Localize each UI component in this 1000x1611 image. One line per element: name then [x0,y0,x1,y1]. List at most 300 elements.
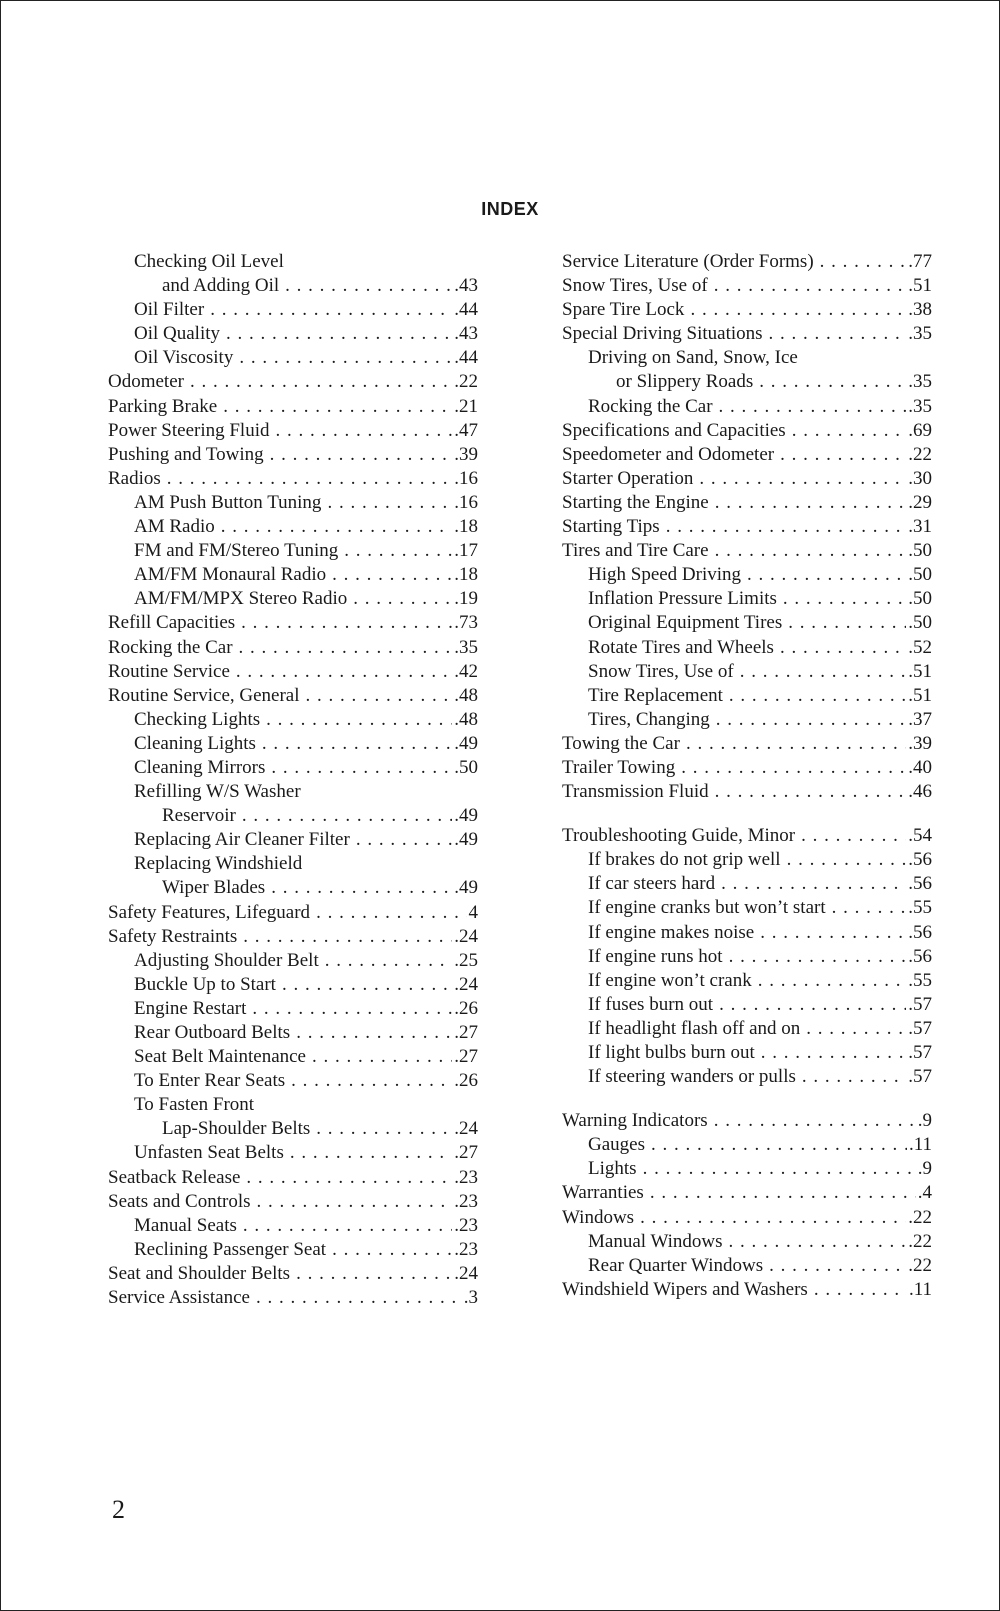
index-entry [108,949,478,973]
entry-page-number: .26 [454,1070,478,1092]
dot-leader [316,901,466,925]
entry-label: Snow Tires, Use of [588,660,734,682]
entry-label: or Slippery Roads [616,371,754,393]
entry-page-number: .48 [454,708,478,730]
dot-leader [306,684,453,708]
index-entry [562,1065,932,1089]
dot-leader [312,1045,452,1069]
index-entry [108,370,478,394]
dot-leader [223,395,452,419]
entry-label: Safety Features, Lifeguard [108,901,311,923]
dot-leader [686,732,906,756]
entry-page-number: .57 [908,1066,932,1088]
index-entry [108,467,478,491]
entry-label: AM/FM Monaural Radio [134,564,327,586]
entry-label: Rotate Tires and Wheels [588,636,774,658]
entry-label: Refill Capacities [108,612,236,634]
index-entry [108,1214,478,1238]
dot-leader [719,993,906,1017]
dot-leader [285,274,452,298]
entry-label: To Enter Rear Seats [134,1070,286,1092]
dot-leader [729,1230,907,1254]
dot-leader [760,921,906,945]
page-number: 2 [112,1495,125,1524]
entry-page-number: .35 [908,323,932,345]
entry-label: Power Steering Fluid [108,419,270,441]
entry-page-number: .44 [454,347,478,369]
dot-leader [325,949,453,973]
index-entry [562,824,932,848]
dot-leader [729,945,907,969]
entry-page-number: .44 [454,299,478,321]
index-entry [562,467,932,491]
dot-leader [257,1190,453,1214]
index-entry [108,298,478,322]
entry-page-number: .22 [908,1206,932,1228]
index-entry [108,828,478,852]
entry-label: Troubleshooting Guide, Minor [562,825,796,847]
entry-label: Lap-Shoulder Belts [162,1118,311,1140]
entry-label: Radios [108,467,161,489]
index-entry [562,921,932,945]
dot-leader [699,467,906,491]
entry-label: Seatback Release [108,1166,241,1188]
entry-label: Checking Oil Level [134,251,284,272]
entry-label: Manual Windows [588,1230,723,1252]
entry-page-number: .24 [454,925,478,947]
entry-label: Oil Filter [134,299,205,321]
index-entry [562,1230,932,1254]
index-entry [562,756,932,780]
dot-leader [353,587,452,611]
dot-leader [714,274,907,298]
entry-label: Rocking the Car [108,636,233,658]
entry-label: Adjusting Shoulder Belt [134,949,319,971]
index-entry [562,896,932,920]
entry-label: AM Push Button Tuning [134,491,322,513]
entry-label: If engine cranks but won’t start [588,897,826,919]
index-entry [562,1254,932,1278]
entry-page-number: .47 [454,419,478,441]
index-entry [108,901,478,925]
dot-leader [801,824,906,848]
entry-page-number: .39 [908,732,932,754]
entry-page-number: .23 [454,1238,478,1260]
entry-label: Manual Seats [134,1214,237,1236]
entry-page-number: .27 [454,1022,478,1043]
dot-leader [640,1206,906,1230]
dot-leader [239,346,452,370]
dot-leader [316,1117,452,1141]
entry-page-number: .51 [908,660,932,682]
index-entry [108,804,478,828]
entry-label: Speedometer and Odometer [562,443,775,465]
entry-page-number: .39 [454,443,478,465]
entry-label: Tires and Tire Care [562,540,709,562]
dot-leader [344,539,452,563]
index-entry [562,346,932,370]
entry-page-number: .38 [908,299,932,321]
entry-label: Seat Belt Maintenance [134,1046,306,1068]
dot-leader [270,443,453,467]
entry-label: If engine runs hot [588,945,723,967]
entry-page-number: .30 [908,467,932,489]
entry-label: Inflation Pressure Limits [588,588,777,610]
dot-leader [729,684,906,708]
entry-label: If light bulbs burn out [588,1042,755,1063]
dot-leader [792,419,907,443]
index-entry [562,636,932,660]
index-entry [562,515,932,539]
entry-page-number: .49 [454,829,478,851]
index-entry [562,274,932,298]
dot-leader [356,828,452,852]
entry-page-number: .57 [908,1042,932,1063]
index-entry [108,732,478,756]
entry-page-number: .43 [454,323,478,345]
dot-leader [167,467,452,491]
index-entry [108,1166,478,1190]
entry-label: Starting the Engine [562,491,709,513]
index-entry [562,872,932,896]
index-entry [562,1041,932,1065]
index-entry [108,660,478,684]
dot-leader [651,1133,907,1157]
index-entry [562,443,932,467]
dot-leader [780,443,906,467]
entry-page-number: .51 [908,275,932,297]
entry-page-number: .23 [454,1166,478,1188]
entry-page-number: .56 [908,945,932,967]
entry-page-number: .50 [454,756,478,778]
index-entry [108,1286,478,1310]
entry-page-number: .54 [908,825,932,847]
entry-page-number: .56 [908,873,932,895]
entry-page-number: .3 [463,1287,478,1309]
dot-leader [832,896,907,920]
entry-page-number: .57 [908,1017,932,1039]
entry-label: Engine Restart [134,997,247,1019]
index-entry [108,563,478,587]
dot-leader [327,491,452,515]
index-entry [562,395,932,419]
index-entry [108,1045,478,1069]
index-entry [108,684,478,708]
index-entry [108,1238,478,1262]
entry-page-number: .35 [454,636,478,658]
index-entry [562,563,932,587]
dot-leader [806,1017,906,1041]
entry-label: If engine makes noise [588,921,755,943]
dot-leader [256,1286,462,1310]
entry-page-number: .73 [454,612,478,634]
entry-label: If brakes do not grip well [588,849,781,871]
index-entry [562,1017,932,1041]
dot-leader [296,1021,452,1045]
dot-leader [788,611,906,635]
entry-label: Refilling W/S Washer [134,781,301,803]
entry-page-number: .4 [917,1182,932,1204]
entry-label: If engine won’t crank [588,969,752,991]
dot-leader [783,587,906,611]
entry-label: Routine Service, General [108,684,300,706]
entry-label: Checking Lights [134,708,261,730]
dot-leader [221,515,453,539]
entry-page-number: .23 [454,1190,478,1212]
entry-page-number: .35 [908,371,932,393]
dot-leader [814,1278,907,1302]
dot-leader [758,969,907,993]
entry-label: AM/FM/MPX Stereo Radio [134,588,348,610]
index-entry [562,993,932,1017]
entry-page-number: .49 [454,877,478,899]
index-entry [562,1181,932,1205]
entry-page-number: .24 [454,1262,478,1284]
index-entry [562,660,932,684]
index-entry [562,250,932,274]
index-entry [562,370,932,394]
index-entry [108,611,478,635]
entry-page-number: .9 [917,1158,932,1180]
dot-leader [190,370,452,394]
index-entry [108,491,478,515]
entry-page-number: .16 [454,491,478,513]
entry-label: Seat and Shoulder Belts [108,1262,291,1284]
entry-label: Replacing Air Cleaner Filter [134,829,350,851]
entry-label: Cleaning Lights [134,732,256,754]
entry-page-number: .56 [908,921,932,943]
dot-leader [666,515,907,539]
entry-label: Original Equipment Tires [588,612,783,634]
entry-page-number: .22 [454,371,478,393]
dot-leader [236,660,452,684]
entry-label: Lights [588,1158,637,1180]
entry-label: Transmission Fluid [562,781,709,803]
index-entry [108,274,478,298]
index-entry [562,684,932,708]
dot-leader [291,1069,452,1093]
entry-label: AM Radio [134,516,215,538]
entry-page-number: .11 [908,1278,932,1300]
entry-page-number: .49 [454,732,478,754]
entry-label: Wiper Blades [162,877,266,899]
entry-page-number: .22 [908,443,932,465]
index-entry [108,515,478,539]
entry-page-number: .17 [454,540,478,562]
dot-leader [271,876,452,900]
entry-label: High Speed Driving [588,564,742,586]
entry-label: Gauges [588,1134,645,1156]
dot-leader [210,298,452,322]
index-entry [108,1021,478,1045]
dot-leader [721,872,906,896]
entry-page-number: .51 [908,684,932,706]
entry-page-number: .46 [908,781,932,803]
index-entry [108,1141,478,1165]
index-entry [562,708,932,732]
index-entry [562,298,932,322]
index-entry [108,1093,478,1117]
dot-leader [243,1214,452,1238]
entry-label: Buckle Up to Start [134,973,276,995]
index-entry [562,780,932,804]
entry-page-number: .52 [908,636,932,658]
index-column-left [108,250,478,1310]
index-entry [108,1190,478,1214]
entry-label: FM and FM/Stereo Tuning [134,540,339,562]
index-entry [108,852,478,876]
index-entry [108,973,478,997]
entry-page-number: .26 [454,997,478,1019]
index-entry [562,587,932,611]
entry-label: Windows [562,1206,635,1228]
entry-label: Trailer Towing [562,756,676,778]
entry-label: Rear Quarter Windows [588,1254,764,1276]
dot-leader [266,708,452,732]
dot-leader [243,925,452,949]
entry-label: Oil Quality [134,323,221,345]
entry-label: Spare Tire Lock [562,299,685,321]
index-entry [562,969,932,993]
index-entry [108,780,478,804]
index-entry [108,419,478,443]
index-entry [108,346,478,370]
entry-label: Service Assistance [108,1287,250,1309]
entry-label: Starter Operation [562,467,694,489]
index-entry [108,997,478,1021]
entry-label: Towing the Car [562,732,680,754]
dot-leader [820,250,907,274]
entry-label: Driving on Sand, Snow, Ice [588,347,798,369]
dot-leader [761,1041,906,1065]
entry-label: Special Driving Situations [562,323,763,345]
dot-leader [239,636,453,660]
index-entry [562,491,932,515]
dot-leader [716,708,906,732]
index-entry [108,443,478,467]
dot-leader [747,563,906,587]
entry-label: Specifications and Capacities [562,419,786,441]
entry-label: To Fasten Front [134,1094,255,1116]
dot-leader [719,395,907,419]
entry-label: Odometer [108,371,184,393]
entry-page-number: .9 [917,1110,932,1132]
dot-leader [740,660,907,684]
entry-label: Cleaning Mirrors [134,756,266,778]
index-entry [562,1278,932,1302]
index-entry [108,756,478,780]
entry-label: Reclining Passenger Seat [134,1238,327,1260]
dot-leader [262,732,452,756]
entry-page-number: .42 [454,660,478,682]
section-gap [562,804,932,824]
index-entry [108,587,478,611]
entry-page-number: .56 [908,849,932,871]
entry-page-number: .50 [908,564,932,586]
entry-label: Tire Replacement [588,684,723,706]
entry-label: Windshield Wipers and Washers [562,1278,808,1300]
dot-leader [226,322,452,346]
entry-label: Parking Brake [108,395,218,417]
entry-page-number: .27 [454,1046,478,1068]
entry-label: Oil Viscosity [134,347,234,369]
entry-page-number: .50 [908,540,932,562]
entry-page-number: .29 [908,491,932,513]
entry-page-number: .18 [454,516,478,538]
entry-page-number: .23 [454,1214,478,1236]
dot-leader [780,636,906,660]
entry-label: Snow Tires, Use of [562,275,708,297]
dot-leader [643,1157,916,1181]
entry-page-number: .40 [908,756,932,778]
entry-label: Reservoir [162,805,236,827]
index-entry [562,322,932,346]
entry-page-number: .22 [908,1254,932,1276]
dot-leader [271,756,452,780]
entry-page-number: .27 [454,1142,478,1164]
dot-leader [282,973,452,997]
entry-label: If car steers hard [588,873,716,895]
entry-page-number: .22 [908,1230,932,1252]
entry-label: If headlight flash off and on [588,1017,801,1039]
entry-label: Rocking the Car [588,395,713,417]
dot-leader [769,1254,906,1278]
entry-label: Rear Outboard Belts [134,1022,291,1043]
entry-page-number: .11 [908,1134,932,1156]
entry-label: If steering wanders or pulls [588,1066,796,1088]
index-entry [562,1109,932,1133]
index-entry [562,945,932,969]
entry-page-number: .37 [908,708,932,730]
dot-leader [715,780,907,804]
entry-label: Starting Tips [562,516,660,538]
index-entry [108,395,478,419]
entry-page-number: .21 [454,395,478,417]
entry-label: If fuses burn out [588,993,714,1015]
entry-label: Unfasten Seat Belts [134,1142,284,1164]
entry-page-number: .24 [454,1118,478,1140]
dot-leader [242,804,452,828]
entry-label: Warning Indicators [562,1110,708,1132]
dot-leader [241,611,452,635]
entry-label: Seats and Controls [108,1190,251,1212]
dot-leader [802,1065,906,1089]
entry-page-number: .55 [908,897,932,919]
entry-page-number: .43 [454,275,478,297]
dot-leader [690,298,906,322]
index-entry [562,419,932,443]
dot-leader [650,1181,916,1205]
entry-page-number: .57 [908,993,932,1015]
index-entry [562,848,932,872]
entry-page-number: .50 [908,612,932,634]
index-entry [108,925,478,949]
index-entry [562,611,932,635]
index-entry [562,1133,932,1157]
index-entry [108,1117,478,1141]
index-entry [108,250,478,274]
dot-leader [681,756,906,780]
index-entry [108,636,478,660]
dot-leader [714,1109,916,1133]
entry-label: Service Literature (Order Forms) [562,251,814,272]
index-title: INDEX [481,199,539,219]
entry-label: Tires, Changing [588,708,710,730]
dot-leader [787,848,907,872]
dot-leader [332,563,452,587]
index-entry [108,708,478,732]
index-entry [562,732,932,756]
